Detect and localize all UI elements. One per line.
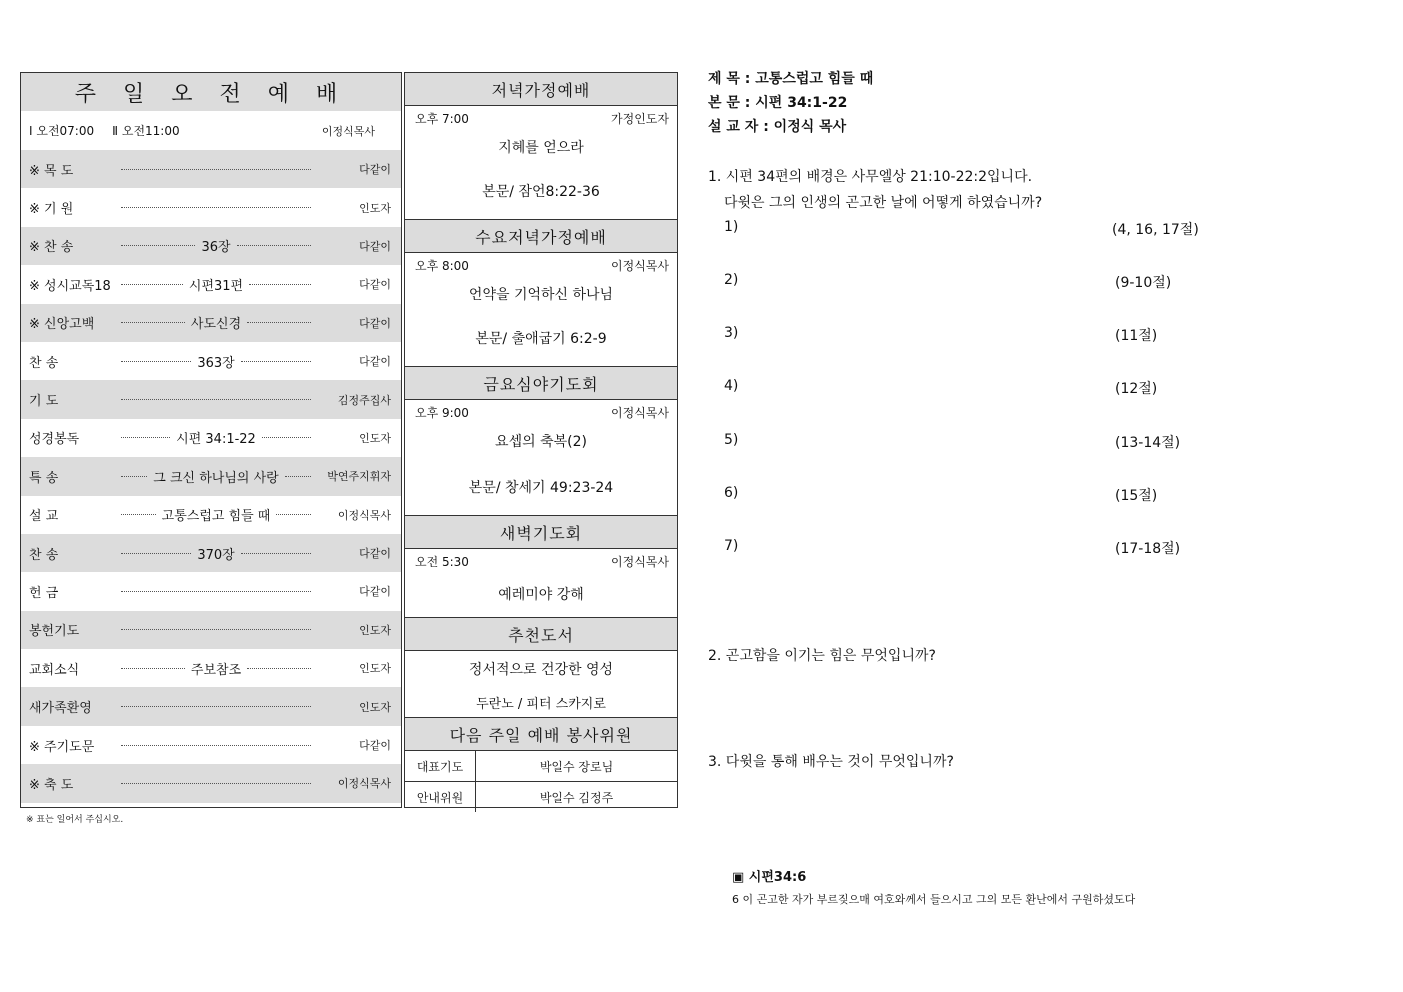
worship-order-row	[21, 534, 401, 572]
table-row	[405, 751, 677, 782]
answer-item-number: 2)	[724, 272, 739, 288]
leader-dots	[241, 553, 311, 554]
sermon-title-line	[708, 68, 873, 88]
worship-order-row	[21, 687, 401, 725]
order-item-leader-dots	[121, 380, 311, 418]
leader-dots	[237, 245, 311, 246]
order-item-leader-dots	[121, 726, 311, 764]
leader-dots	[247, 668, 311, 669]
service-topic: 언약을 기억하신 하나님	[468, 287, 614, 303]
leader-dots	[121, 476, 147, 477]
leader-dots	[121, 399, 311, 400]
worship-rows	[21, 150, 401, 803]
order-item-content: 사도신경	[190, 317, 242, 333]
memory-verse-text: 6 이 곤고한 자가 부르짖으매 여호와께서 들으시고 그의 모든 환난에서 구원하셨도다	[732, 893, 1136, 906]
order-item-performer: 다같이	[359, 163, 391, 177]
worship-time-2: Ⅱ 오전11:00	[112, 124, 180, 138]
service-leader: 이정식목사	[611, 406, 669, 420]
leader-dots	[276, 514, 311, 515]
answer-item-ref: (9-10절)	[1115, 275, 1172, 291]
order-item-performer: 인도자	[359, 623, 391, 637]
book-author: 두란노 / 피터 스카지로	[476, 697, 606, 712]
service-section	[405, 516, 677, 618]
order-item-label: ※ 목 도	[29, 163, 74, 179]
answer-item-number: 6)	[724, 485, 739, 501]
worship-order-row	[21, 496, 401, 534]
worship-times	[21, 111, 401, 150]
order-item-leader-dots	[121, 188, 311, 226]
order-item-performer: 다같이	[359, 585, 391, 599]
worship-title: 주 일 오 전 예 배	[21, 73, 401, 111]
order-item-performer: 다같이	[359, 739, 391, 753]
answer-item-number: 4)	[724, 378, 739, 394]
sermon-text-line	[708, 92, 847, 112]
sermon-preacher: 이정식 목사	[773, 119, 847, 135]
sermon-title-label: 제 목 :	[708, 71, 751, 87]
worship-order-row	[21, 188, 401, 226]
book-title: 정서적으로 건강한 영성	[468, 662, 614, 678]
leader-dots	[121, 284, 183, 285]
service-heading: 수요저녁가정예배	[405, 220, 677, 253]
order-item-label: 봉헌기도	[29, 624, 80, 640]
order-item-leader-dots	[121, 496, 311, 534]
answer-item-ref: (17-18절)	[1115, 541, 1181, 557]
order-item-label: ※ 축 도	[29, 777, 74, 793]
leader-dots	[285, 476, 311, 477]
volunteer-names: 박일수 김정주	[476, 782, 678, 813]
volunteer-role: 안내위원	[405, 782, 476, 813]
answer-item-number: 3)	[724, 325, 739, 341]
service-meta	[405, 549, 677, 570]
order-item-label: 특 송	[29, 470, 59, 486]
leader-dots	[121, 591, 311, 592]
worship-order-row	[21, 419, 401, 457]
order-item-label: 헌 금	[29, 585, 59, 601]
service-time: 오후 7:00	[415, 112, 469, 126]
sermon-preacher-label: 설 교 자 :	[708, 119, 769, 135]
worship-order-row	[21, 572, 401, 610]
answer-item-ref: (15절)	[1115, 488, 1158, 504]
service-heading: 저녁가정예배	[405, 73, 677, 106]
service-meta	[405, 253, 677, 274]
next-week-volunteers	[405, 718, 677, 812]
leader-dots	[121, 207, 311, 208]
order-item-label: ※ 신앙고백	[29, 317, 95, 333]
worship-order-row	[21, 150, 401, 188]
order-item-leader-dots	[121, 649, 311, 687]
order-item-leader-dots	[121, 265, 311, 303]
volunteers-heading: 다음 주일 예배 봉사위원	[405, 718, 677, 750]
service-topic: 요셉의 축복(2)	[495, 434, 587, 450]
service-meta	[405, 400, 677, 421]
order-item-performer: 다같이	[359, 355, 391, 369]
leader-dots	[121, 668, 185, 669]
order-item-content: 그 크신 하나님의 사랑	[153, 470, 279, 486]
worship-time-1: Ⅰ 오전07:00	[29, 124, 95, 138]
order-item-leader-dots	[121, 457, 311, 495]
answer-item-ref: (12절)	[1115, 381, 1158, 397]
books-heading: 추천도서	[405, 618, 677, 651]
worship-order-row	[21, 342, 401, 380]
leader-dots	[121, 629, 311, 630]
order-item-content: 370장	[197, 547, 235, 563]
leader-dots	[262, 437, 311, 438]
worship-order-row	[21, 265, 401, 303]
order-item-performer: 박연주지휘자	[327, 470, 391, 484]
worship-leader: 이정식목사	[321, 124, 375, 138]
answer-item-ref: (11절)	[1115, 328, 1158, 344]
order-item-label: ※ 기 원	[29, 202, 74, 218]
service-section	[405, 367, 677, 516]
service-topic: 예레미야 강해	[498, 587, 584, 603]
leader-dots	[247, 322, 311, 323]
memory-verse-reference: ▣ 시편34:6	[732, 870, 807, 885]
order-item-performer: 이정식목사	[337, 508, 391, 522]
order-item-performer: 이정식목사	[337, 777, 391, 791]
worship-order-row	[21, 649, 401, 687]
order-item-content: 시편 34:1-22	[176, 432, 256, 448]
sunday-worship-order	[20, 72, 402, 808]
volunteers-table	[405, 750, 677, 812]
service-time: 오후 9:00	[415, 406, 469, 420]
order-item-performer: 다같이	[359, 278, 391, 292]
worship-order-row	[21, 457, 401, 495]
worship-order-row	[21, 611, 401, 649]
order-item-performer: 다같이	[359, 239, 391, 253]
order-item-label: 교회소식	[29, 662, 80, 678]
worship-order-row	[21, 764, 401, 802]
question-3: 3. 다윗을 통해 배우는 것이 무엇입니까?	[708, 754, 954, 770]
order-item-leader-dots	[121, 764, 311, 802]
order-item-content: 363장	[197, 355, 235, 371]
leader-dots	[249, 284, 311, 285]
leader-dots	[121, 783, 311, 784]
standing-note: ※ 표는 일어서 주십시오.	[26, 815, 124, 825]
service-leader: 가정인도자	[611, 112, 669, 126]
answer-item-number: 1)	[724, 219, 739, 235]
leader-dots	[121, 322, 185, 323]
order-item-label: 새가족환영	[29, 701, 92, 717]
order-item-label: ※ 성시교독18	[29, 278, 111, 294]
order-item-content: 시편31편	[188, 278, 244, 294]
service-heading: 새벽기도회	[405, 516, 677, 549]
order-item-performer: 다같이	[359, 316, 391, 330]
answer-item-ref: (13-14절)	[1115, 435, 1181, 451]
order-item-content: 주보참조	[190, 662, 242, 678]
order-item-leader-dots	[121, 150, 311, 188]
table-row	[405, 782, 677, 813]
order-item-label: 설 교	[29, 509, 59, 525]
service-scripture: 본문/ 창세기 49:23-24	[468, 480, 614, 496]
order-item-performer: 인도자	[359, 201, 391, 215]
order-item-leader-dots	[121, 534, 311, 572]
sermon-title: 고통스럽고 힘들 때	[755, 71, 874, 87]
volunteer-names: 박일수 장로님	[476, 751, 678, 782]
order-item-label: 찬 송	[29, 547, 59, 563]
service-section	[405, 220, 677, 367]
leader-dots	[241, 361, 311, 362]
service-section	[405, 73, 677, 220]
sermon-text-label: 본 문 :	[708, 95, 751, 111]
question-1-sub: 다윗은 그의 인생의 곤고한 날에 어떻게 하였습니까?	[724, 195, 1043, 211]
service-scripture: 본문/ 출애굽기 6:2-9	[475, 331, 607, 347]
worship-order-row	[21, 304, 401, 342]
leader-dots	[121, 745, 311, 746]
service-topic: 지혜를 얻으라	[498, 140, 584, 156]
order-item-label: ※ 찬 송	[29, 240, 74, 256]
order-item-performer: 인도자	[359, 662, 391, 676]
order-item-content: 고통스럽고 힘들 때	[161, 509, 271, 525]
sermon-text: 시편 34:1-22	[755, 95, 848, 111]
sermon-preacher-line	[708, 116, 846, 136]
service-scripture: 본문/ 잠언8:22-36	[482, 184, 600, 200]
order-item-performer: 인도자	[359, 700, 391, 714]
service-leader: 이정식목사	[611, 259, 669, 273]
weekly-services	[404, 72, 678, 808]
order-item-label: 성경봉독	[29, 432, 80, 448]
order-item-label: ※ 주기도문	[29, 739, 95, 755]
leader-dots	[121, 706, 311, 707]
order-item-leader-dots	[121, 572, 311, 610]
leader-dots	[121, 437, 170, 438]
leader-dots	[121, 553, 191, 554]
leader-dots	[121, 169, 311, 170]
leader-dots	[121, 514, 156, 515]
question-1: 1. 시편 34편의 배경은 사무엘상 21:10-22:2입니다.	[708, 169, 1033, 185]
order-item-leader-dots	[121, 419, 311, 457]
order-item-leader-dots	[121, 342, 311, 380]
service-time: 오후 8:00	[415, 259, 469, 273]
order-item-leader-dots	[121, 611, 311, 649]
order-item-label: 찬 송	[29, 355, 59, 371]
order-item-label: 기 도	[29, 394, 59, 410]
order-item-leader-dots	[121, 304, 311, 342]
answer-item-ref: (4, 16, 17절)	[1112, 222, 1199, 238]
order-item-performer: 다같이	[359, 547, 391, 561]
service-meta	[405, 106, 677, 127]
question-2: 2. 곤고함을 이기는 힘은 무엇입니까?	[708, 648, 936, 664]
order-item-performer: 김정주집사	[337, 393, 391, 407]
order-item-leader-dots	[121, 227, 311, 265]
answer-item-number: 7)	[724, 538, 739, 554]
order-item-performer: 인도자	[359, 431, 391, 445]
recommended-books	[405, 618, 677, 718]
worship-order-row	[21, 726, 401, 764]
volunteer-role: 대표기도	[405, 751, 476, 782]
service-leader: 이정식목사	[611, 555, 669, 569]
order-item-leader-dots	[121, 687, 311, 725]
leader-dots	[121, 245, 195, 246]
answer-item-number: 5)	[724, 432, 739, 448]
service-time: 오전 5:30	[415, 555, 469, 569]
order-item-content: 36장	[201, 240, 231, 256]
leader-dots	[121, 361, 191, 362]
service-heading: 금요심야기도회	[405, 367, 677, 400]
worship-order-row	[21, 380, 401, 418]
worship-order-row	[21, 227, 401, 265]
